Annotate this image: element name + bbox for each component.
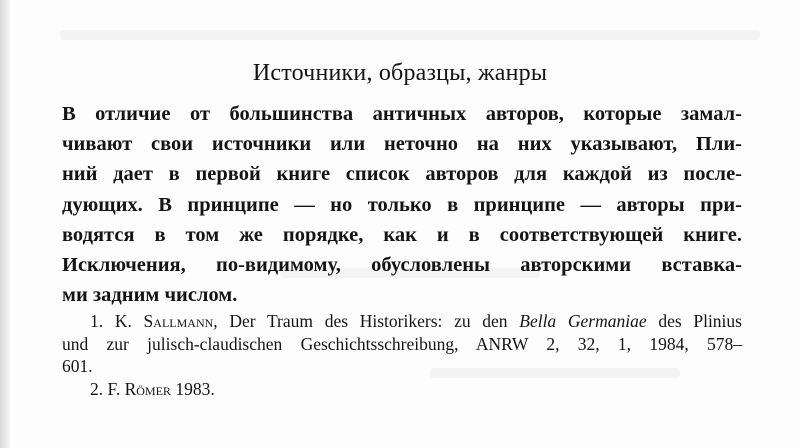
footnote-number: 1. — [90, 311, 104, 331]
paragraph-line: Исключения, по-видимому, обусловлены авторскими вставка- — [62, 253, 742, 276]
footnote-author-name: Sallmann — [143, 311, 214, 331]
paragraph-line: дующих. В принципе — но только в принципе — авторы при- — [62, 193, 742, 216]
footnote-italic-title: Bella Germaniae — [519, 311, 647, 331]
paragraph-line: ми задним числом. — [62, 284, 238, 307]
footnote-1 — [62, 310, 742, 333]
section-heading: Источники, образцы, жанры — [252, 60, 548, 86]
footnote-1-continued: und zur julisch-claudischen Geschichtsschreibung, ANRW 2, 32, 1, 1984, 578– — [62, 333, 742, 354]
main-paragraph — [62, 99, 742, 310]
paragraph-line: чивают свои источники или неточно на них указывают, Пли- — [62, 133, 742, 156]
footnote-2 — [62, 378, 742, 401]
footnotes — [62, 310, 742, 400]
footnote-author-initial: K. — [114, 311, 132, 331]
footnote-author-initial: F. — [107, 378, 121, 399]
footnote-text: , Der Traum des Historikers: zu den — [213, 311, 520, 331]
show-through-shadow — [60, 30, 760, 40]
paragraph-line: ний дает в первой книге список авторов для каждой из после- — [62, 163, 742, 186]
footnote-number: 2. — [90, 378, 104, 399]
footnote-author-name: Römer — [124, 378, 171, 399]
footnote-1-continued: 601. — [62, 356, 93, 376]
footnote-year: 1983. — [175, 378, 215, 399]
footnote-text: des Plinius — [646, 311, 742, 331]
paragraph-line: В отличие от большинства античных авторов, которые замал- — [62, 103, 742, 125]
paragraph-line: водятся в том же порядке, как и в соответствующей книге. — [62, 223, 742, 246]
